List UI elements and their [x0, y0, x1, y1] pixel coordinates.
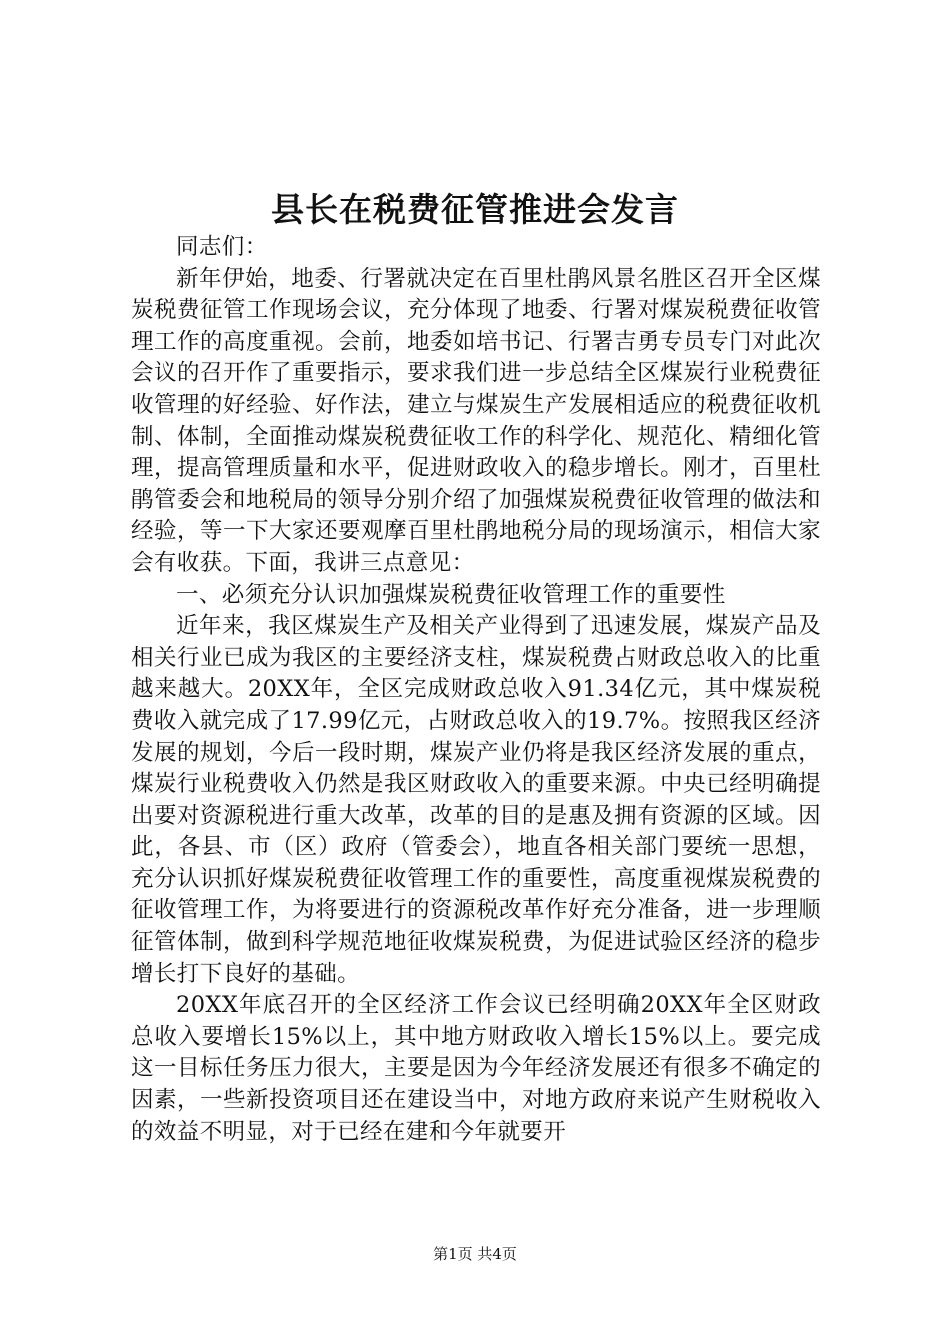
- document-title: 县长在税费征管推进会发言: [271, 190, 679, 229]
- paragraph-targets: 20XX年底召开的全区经济工作会议已经明确20XX年全区财政总收入要增长15%以上，其中地方财政收入增长15%以上。要完成这一目标任务压力很大，主要是因为今年经济发展还有很多不确定的因素，一些新投资项目还在建设当中，对地方政府来说产生财税收入的效益不明显，对于已经在建和今年就要开: [131, 992, 821, 1145]
- salutation: 同志们：: [176, 234, 268, 260]
- section-heading-1: 一、必须充分认识加强煤炭税费征收管理工作的重要性: [176, 581, 726, 608]
- paragraph-intro: 新年伊始，地委、行署就决定在百里杜鹃风景名胜区召开全区煤炭税费征管工作现场会议，充分体现了地委、行署对煤炭税费征收管理工作的高度重视。会前，地委如培书记、行署吉勇专员专门对此次会议的召开作了重要指示，要求我们进一步总结全区煤炭行业税费征收管理的好经验、好作法，建立与煤炭生产发展相适应的税费征收机制、体制，全面推动煤炭税费征收工作的科学化、规范化、精细化管理，提高管理质量和水平，促进财政收入的稳步增长。刚才，百里杜鹃管委会和地税局的领导分别介绍了加强煤炭税费征收管理的做法和经验，等一下大家还要观摩百里杜鹃地税分局的现场演示，相信大家会有收获。下面，我讲三点意见：: [131, 265, 821, 576]
- paragraph-importance: 近年来，我区煤炭生产及相关产业得到了迅速发展，煤炭产品及相关行业已成为我区的主要经济支柱，煤炭税费占财政总收入的比重越来越大。20XX年，全区完成财政总收入91.34亿元，其中煤炭税费收入就完成了17.99亿元，占财政总收入的19.7%。按照我区经济发展的规划，今后一段时期，煤炭产业仍将是我区经济发展的重点，煤炭行业税费收入仍然是我区财政收入的重要来源。中央已经明确提出要对资源税进行重大改革，改革的目的是惠及拥有资源的区域。因此，各县、市（区）政府（管委会），地直各相关部门要统一思想，充分认识抓好煤炭税费征收管理工作的重要性，高度重视煤炭税费的征收管理工作，为将要进行的资源税改革作好充分准备，进一步理顺征管体制，做到科学规范地征收煤炭税费，为促进试验区经济的稳步增长打下良好的基础。: [131, 613, 821, 987]
- page-number-footer: 第1页 共4页: [433, 1245, 517, 1263]
- document-body: [131, 232, 821, 1148]
